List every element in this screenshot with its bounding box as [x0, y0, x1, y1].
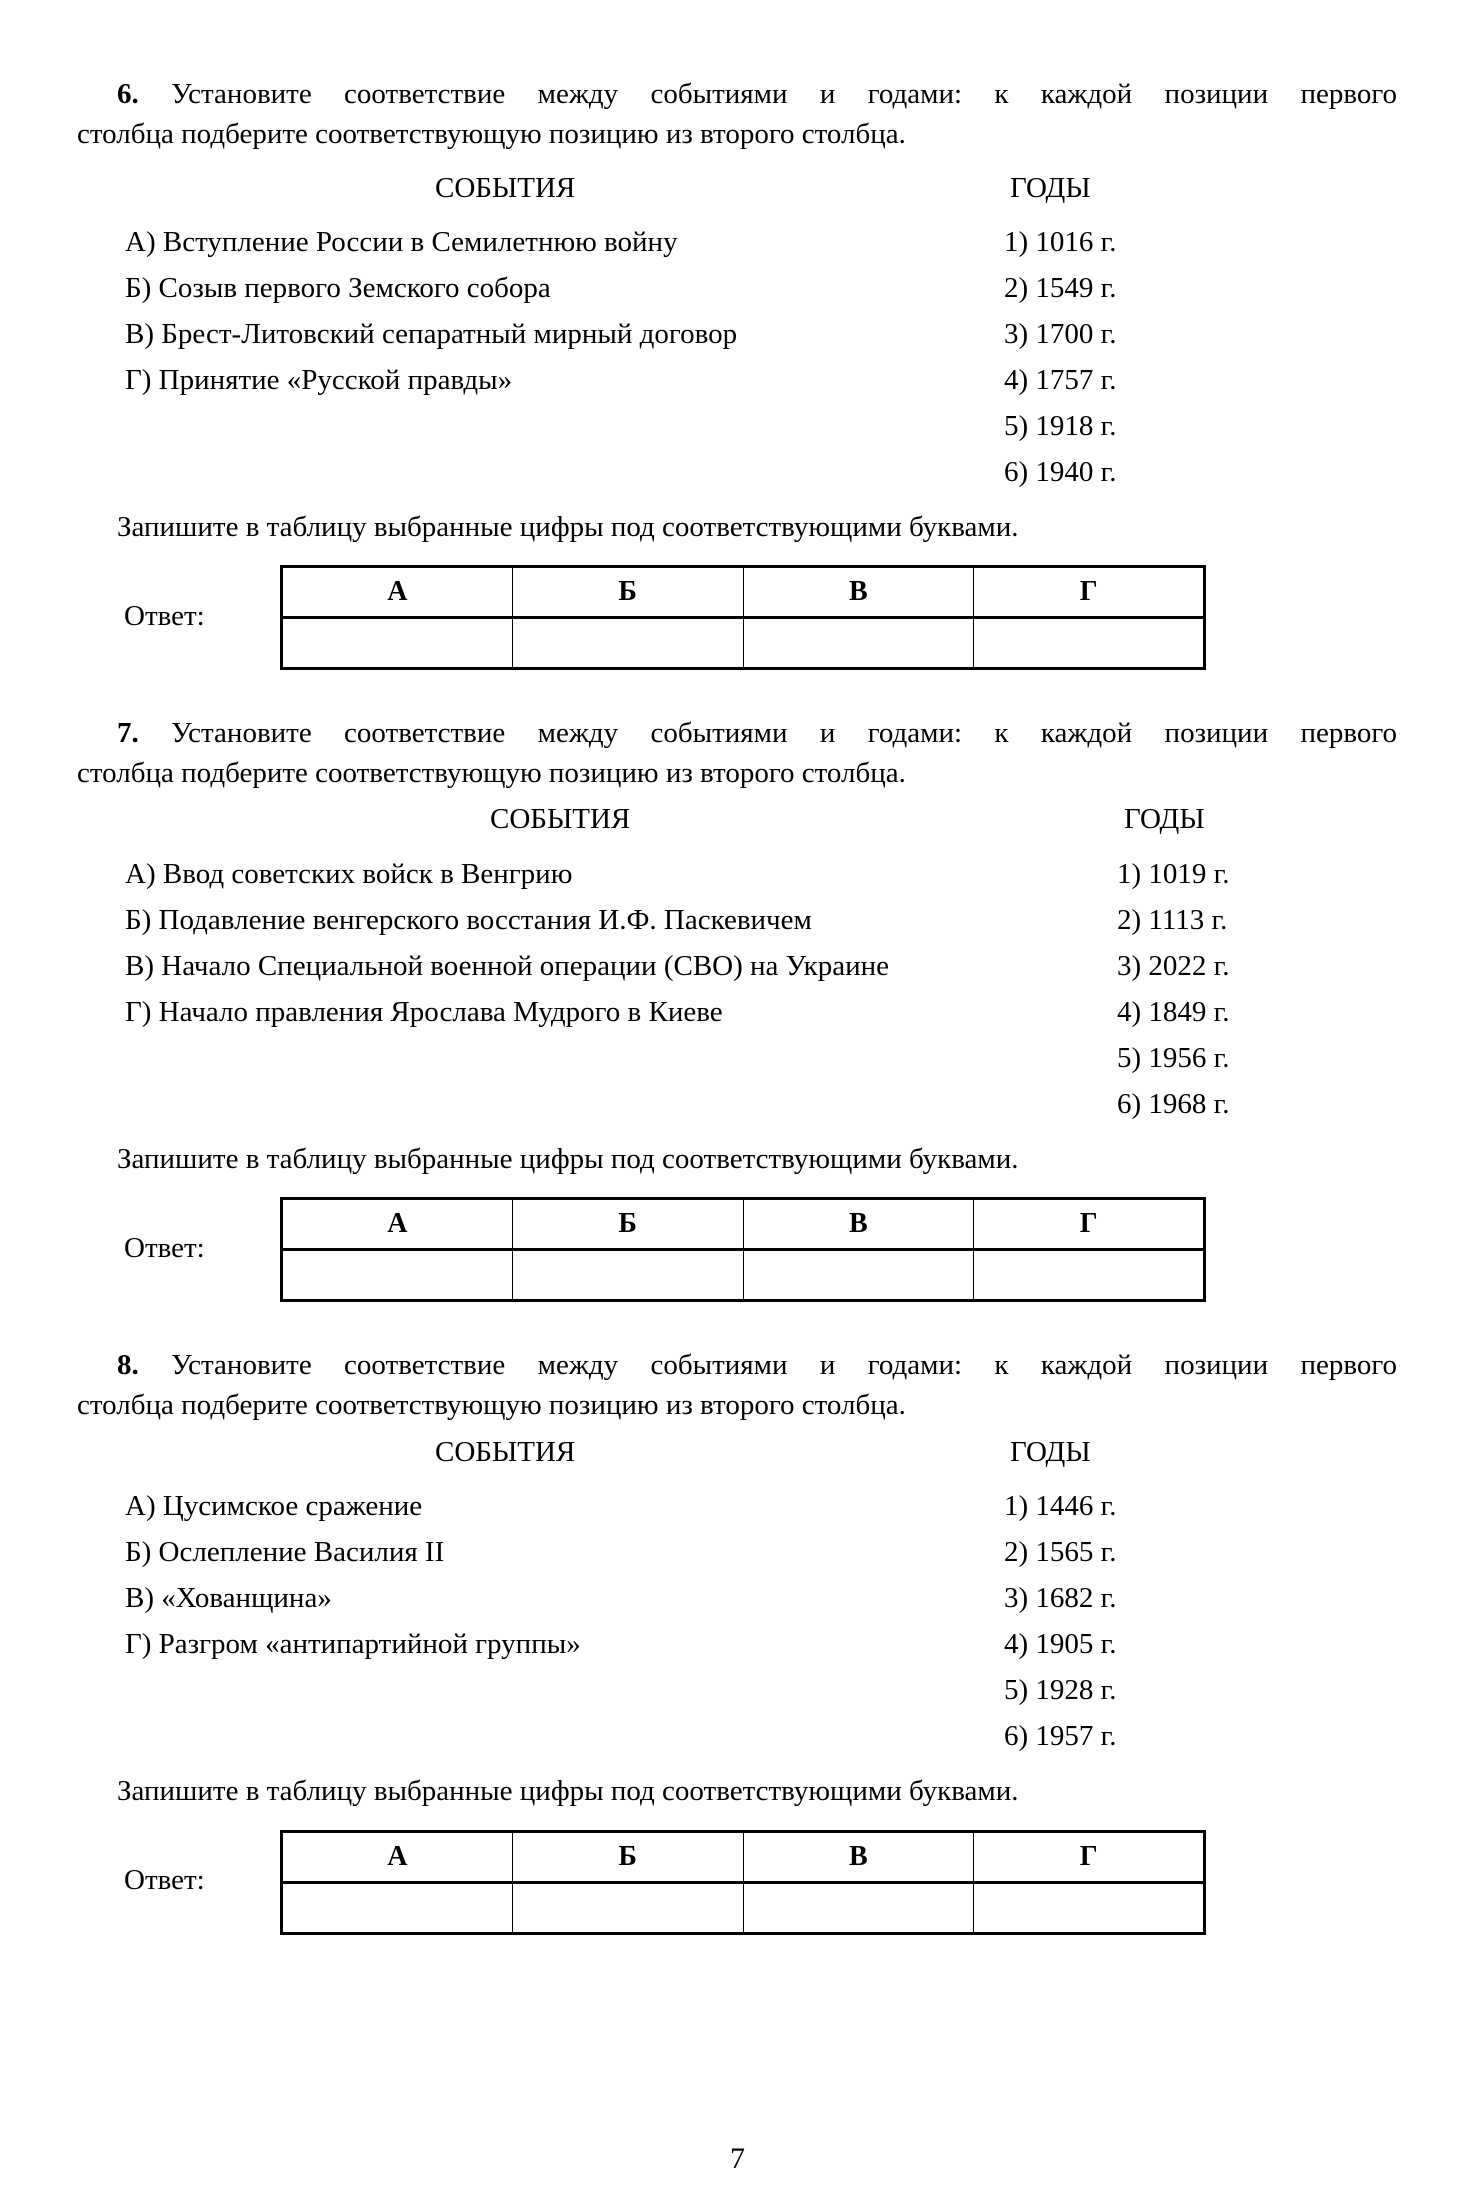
task-6-events-list [125, 219, 737, 403]
task-6-instruction: Запишите в таблицу выбранные цифры под соответствующими буквами. [117, 511, 1019, 543]
task-6-prompt-line2: столбца подберите соответствующую позицию из второго столбца. [77, 118, 906, 150]
event-item: Г) Разгром «антипартийной группы» [125, 1628, 581, 1660]
year-item: 5) 1928 г. [1004, 1674, 1117, 1706]
task-8-instruction: Запишите в таблицу выбранные цифры под соответствующими буквами. [117, 1775, 1019, 1807]
task-6-prompt-line1: Установите соответствие между событиями и годами: к каждой позиции первого [171, 78, 1397, 110]
year-item: 6) 1957 г. [1004, 1720, 1117, 1752]
answer-cell-b[interactable] [512, 1250, 743, 1301]
task-7-number: 7. [117, 717, 139, 749]
year-item: 5) 1918 г. [1004, 410, 1117, 442]
answer-col-header: А [282, 1199, 513, 1250]
year-item: 2) 1549 г. [1004, 272, 1117, 304]
year-item: 6) 1968 г. [1117, 1088, 1230, 1120]
year-item: 3) 1700 г. [1004, 318, 1117, 350]
answer-cell-a[interactable] [282, 618, 513, 669]
year-item: 4) 1849 г. [1117, 996, 1230, 1028]
event-item: Г) Принятие «Русской правды» [125, 364, 513, 396]
task-7-years-list [1117, 851, 1230, 1127]
event-item: В) Начало Специальной военной операции (СВО) на Украине [125, 950, 890, 982]
year-item: 4) 1757 г. [1004, 364, 1117, 396]
task-8-years-header: ГОДЫ [1010, 1436, 1091, 1468]
task-7-prompt-line1: Установите соответствие между событиями и годами: к каждой позиции первого [171, 717, 1397, 749]
answer-col-header: В [743, 1832, 974, 1883]
year-item: 5) 1956 г. [1117, 1042, 1230, 1074]
answer-col-header: В [743, 567, 974, 618]
event-item: Б) Ослепление Василия II [125, 1536, 445, 1568]
event-item: Г) Начало правления Ярослава Мудрого в Киеве [125, 996, 723, 1028]
event-item: В) «Хованщина» [125, 1582, 332, 1614]
page-number: 7 [730, 2142, 745, 2175]
task-6-number: 6. [117, 78, 139, 110]
answer-cell-a[interactable] [282, 1250, 513, 1301]
year-item: 1) 1019 г. [1117, 858, 1230, 890]
task-6-years-header: ГОДЫ [1010, 172, 1091, 204]
task-6-prompt [77, 74, 1397, 154]
answer-col-header: Г [974, 1832, 1205, 1883]
answer-col-header: В [743, 1199, 974, 1250]
event-item: А) Ввод советских войск в Венгрию [125, 858, 573, 890]
answer-col-header: А [282, 1832, 513, 1883]
answer-cell-v[interactable] [743, 1883, 974, 1934]
answer-col-header: Б [512, 567, 743, 618]
event-item: Б) Созыв первого Земского собора [125, 272, 551, 304]
task-8-events-list [125, 1483, 581, 1667]
answer-col-header: А [282, 567, 513, 618]
answer-cell-g[interactable] [974, 1883, 1205, 1934]
answer-col-header: Б [512, 1199, 743, 1250]
answer-cell-v[interactable] [743, 1250, 974, 1301]
year-item: 2) 1113 г. [1117, 904, 1228, 936]
answer-col-header: Г [974, 567, 1205, 618]
task-8-prompt-line1: Установите соответствие между событиями и годами: к каждой позиции первого [171, 1349, 1397, 1381]
task-8-events-header: СОБЫТИЯ [435, 1436, 576, 1468]
task-6-events-header: СОБЫТИЯ [435, 172, 576, 204]
year-item: 3) 2022 г. [1117, 950, 1230, 982]
task-7-prompt [77, 713, 1397, 793]
task-7-answer-table [280, 1197, 1206, 1302]
answer-cell-a[interactable] [282, 1883, 513, 1934]
answer-col-header: Б [512, 1832, 743, 1883]
task-7-prompt-line2: столбца подберите соответствующую позицию из второго столбца. [77, 757, 906, 789]
year-item: 2) 1565 г. [1004, 1536, 1117, 1568]
year-item: 3) 1682 г. [1004, 1582, 1117, 1614]
task-7-instruction: Запишите в таблицу выбранные цифры под соответствующими буквами. [117, 1143, 1019, 1175]
event-item: В) Брест-Литовский сепаратный мирный договор [125, 318, 738, 350]
task-8-answer-label: Ответ: [124, 1864, 205, 1896]
year-item: 6) 1940 г. [1004, 456, 1117, 488]
answer-cell-g[interactable] [974, 618, 1205, 669]
task-8-prompt-line2: столбца подберите соответствующую позицию из второго столбца. [77, 1389, 906, 1421]
task-7-events-header: СОБЫТИЯ [490, 803, 631, 835]
task-7-answer-label: Ответ: [124, 1232, 205, 1264]
task-7-years-header: ГОДЫ [1124, 803, 1205, 835]
task-8-answer-table [280, 1830, 1206, 1935]
task-7-events-list [125, 851, 889, 1035]
year-item: 1) 1016 г. [1004, 226, 1117, 258]
task-8-number: 8. [117, 1349, 139, 1381]
task-6-answer-label: Ответ: [124, 600, 205, 632]
year-item: 4) 1905 г. [1004, 1628, 1117, 1660]
answer-cell-b[interactable] [512, 618, 743, 669]
task-8-years-list [1004, 1483, 1117, 1759]
event-item: А) Вступление России в Семилетнюю войну [125, 226, 678, 258]
task-6-answer-table [280, 565, 1206, 670]
task-8-prompt [77, 1345, 1397, 1425]
answer-cell-g[interactable] [974, 1250, 1205, 1301]
event-item: Б) Подавление венгерского восстания И.Ф. Паскевичем [125, 904, 812, 936]
event-item: А) Цусимское сражение [125, 1490, 423, 1522]
answer-cell-v[interactable] [743, 618, 974, 669]
answer-col-header: Г [974, 1199, 1205, 1250]
year-item: 1) 1446 г. [1004, 1490, 1117, 1522]
answer-cell-b[interactable] [512, 1883, 743, 1934]
task-6-years-list [1004, 219, 1117, 495]
